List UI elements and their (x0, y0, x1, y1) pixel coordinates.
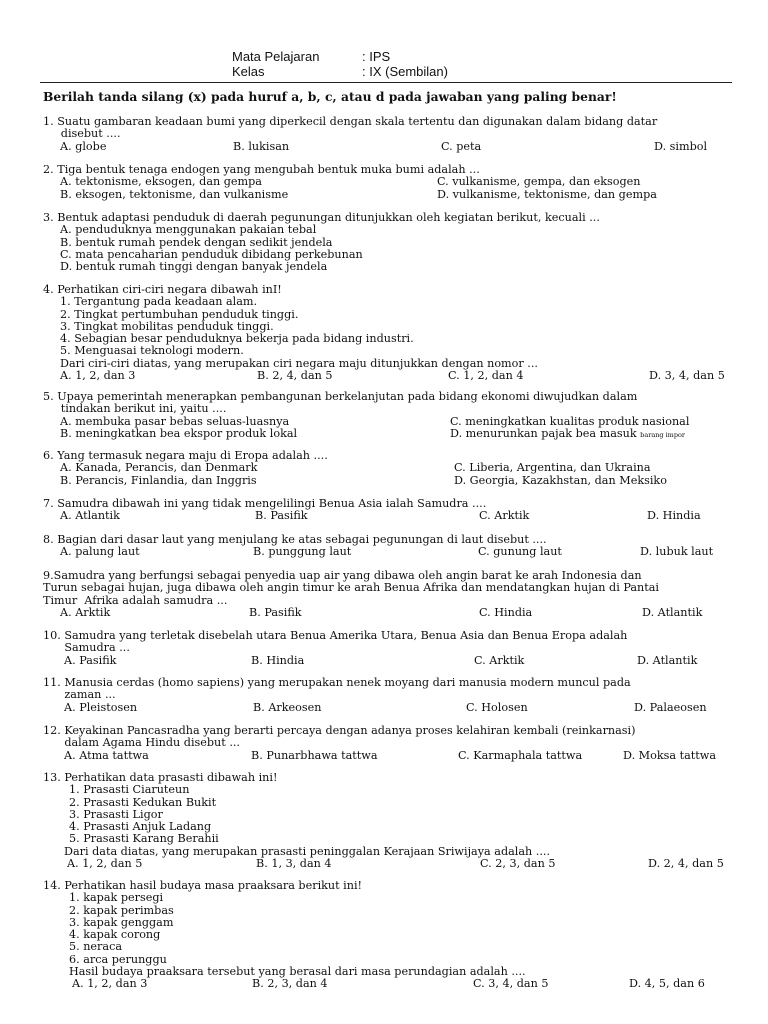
option-d[interactable]: D. 3, 4, dan 5 (649, 369, 725, 383)
question-4 (43, 284, 728, 382)
option-b[interactable]: B. Punarbhawa tattwa (251, 748, 378, 762)
list-item: 6. arca perunggu (69, 952, 167, 966)
question-text: 12. Keyakinan Pancasradha yang berarti percaya dengan adanya proses kelahiran kembali (reinkarnasi) dalam Agama Hindu disebut ... (43, 724, 636, 750)
list-item: 3. Tingkat mobilitas penduduk tinggi. (60, 319, 274, 333)
list-item: 4. Sebagian besar penduduknya bekerja pada bidang industri. (60, 332, 414, 346)
option-c[interactable]: C. 3, 4, dan 5 (473, 977, 549, 991)
option-b[interactable]: B. Arkeosen (253, 700, 322, 714)
question-5 (43, 391, 728, 441)
option-a[interactable]: A. Atma tattwa (64, 748, 149, 762)
question-text: 8. Bagian dari dasar laut yang menjulang ke atas sebagai pegunungan di laut disebut .... (43, 533, 547, 546)
option-c[interactable]: C. 1, 2, dan 4 (448, 369, 524, 383)
list-item: 1. kapak persegi (69, 891, 164, 905)
option-a[interactable]: A. Pasifik (64, 653, 117, 667)
question-text: 7. Samudra dibawah ini yang tidak mengelilingi Benua Asia ialah Samudra .... (43, 497, 487, 510)
option-c[interactable]: C. Liberia, Argentina, dan Ukraina (454, 461, 651, 475)
question-text: 11. Manusia cerdas (homo sapiens) yang merupakan nenek moyang dari manusia modern muncul pada zaman ... (43, 676, 631, 702)
inscriptions-list (69, 784, 728, 845)
option-c[interactable]: C. peta (441, 139, 482, 153)
option-c[interactable]: C. Arktik (474, 653, 525, 667)
answer-options (60, 176, 728, 201)
list-item: 2. kapak perimbas (69, 903, 174, 917)
answer-options (72, 978, 728, 990)
answer-options (60, 141, 728, 153)
list-item: 5. Prasasti Karang Berahii (69, 832, 219, 846)
subject-value: : IPS (362, 49, 391, 64)
option-c[interactable]: C. 2, 3, dan 5 (480, 857, 556, 871)
option-b[interactable]: B. 2, 4, dan 5 (257, 369, 333, 383)
question-prompt: Dari ciri-ciri diatas, yang merupakan ciri negara maju ditunjukkan dengan nomor ... (60, 356, 538, 370)
question-1 (43, 116, 728, 153)
answer-options (64, 702, 728, 714)
answer-options (60, 510, 728, 522)
question-prompt: Dari data diatas, yang merupakan prasasti peninggalan Kerajaan Sriwijaya adalah .... (64, 844, 551, 858)
option-d[interactable]: D. vulkanisme, tektonisme, dan gempa (437, 187, 657, 201)
option-b[interactable]: B. Hindia (251, 653, 305, 667)
option-a[interactable]: A. 1, 2, dan 3 (60, 369, 136, 383)
option-d[interactable]: D. lubuk laut (640, 545, 714, 559)
question-text: 14. Perhatikan hasil budaya masa praaksara berikut ini! (43, 879, 363, 892)
list-item: 4. kapak corong (69, 928, 161, 942)
answer-options (60, 546, 728, 558)
list-item: 3. kapak genggam (69, 915, 174, 929)
answer-options (60, 224, 728, 273)
question-8 (43, 534, 728, 559)
option-d[interactable]: D. simbol (654, 139, 708, 153)
option-b[interactable]: B. lukisan (233, 139, 290, 153)
subject-label: Mata Pelajaran (232, 49, 320, 64)
option-d-note: barang impor (640, 430, 686, 439)
option-d[interactable]: D. Hindia (647, 509, 701, 523)
question-12 (43, 725, 728, 762)
answer-options (60, 416, 728, 441)
question-text: 10. Samudra yang terletak disebelah utara Benua Amerika Utara, Benua Asia dan Benua Eropa adalah Samudra ... (43, 629, 628, 655)
option-a[interactable]: A. Atlantik (60, 509, 120, 523)
option-c[interactable]: C. mata pencaharian penduduk dibidang perkebunan (60, 247, 363, 261)
answer-options (67, 858, 728, 870)
option-c[interactable]: C. Hindia (479, 605, 533, 619)
option-d[interactable]: D. Palaeosen (634, 700, 707, 714)
class-value: : IX (Sembilan) (362, 63, 448, 79)
option-b[interactable]: B. 2, 3, dan 4 (252, 977, 328, 991)
option-b[interactable]: B. eksogen, tektonisme, dan vulkanisme (60, 187, 289, 201)
question-3 (43, 212, 728, 273)
list-item: 1. Tergantung pada keadaan alam. (60, 295, 258, 309)
question-14 (43, 880, 728, 991)
option-a[interactable]: A. globe (60, 139, 107, 153)
question-text: 4. Perhatikan ciri-ciri negara dibawah inI! (43, 283, 282, 296)
question-13 (43, 772, 728, 870)
list-item: 1. Prasasti Ciaruteun (69, 783, 190, 797)
option-d[interactable]: D. bentuk rumah tinggi dengan banyak jendela (60, 260, 328, 274)
option-b[interactable]: B. Perancis, Finlandia, dan Inggris (60, 473, 257, 487)
option-a[interactable]: A. penduduknya menggunakan pakaian tebal (60, 223, 317, 237)
answer-options (60, 370, 728, 382)
question-7 (43, 498, 728, 523)
option-c[interactable]: C. gunung laut (478, 545, 562, 559)
list-item: 5. Menguasai teknologi modern. (60, 344, 244, 358)
question-text: 9.Samudra yang berfungsi sebagai penyedia uap air yang dibawa oleh angin barat ke arah Indonesia dan Turun sebagai hujan, juga dibawa oleh angin timur ke arah Benua Afrika dan mendatangkan hujan di Pantai Timur Afrika adalah samudra ... (43, 569, 659, 607)
option-c[interactable]: C. Karmaphala tattwa (458, 748, 583, 762)
question-6 (43, 450, 728, 487)
question-text: 3. Bentuk adaptasi penduduk di daerah pegunungan ditunjukkan oleh kegiatan berikut, kecuali ... (43, 211, 600, 224)
option-c[interactable]: C. Holosen (466, 700, 528, 714)
question-11 (43, 677, 728, 714)
list-item: 3. Prasasti Ligor (69, 807, 163, 821)
option-a[interactable]: A. 1, 2, dan 3 (72, 977, 148, 991)
list-item: 2. Prasasti Kedukan Bukit (69, 795, 217, 809)
option-a[interactable]: A. 1, 2, dan 5 (67, 857, 143, 871)
class-label: Kelas (232, 63, 265, 79)
question-text: 13. Perhatikan data prasasti dibawah ini! (43, 771, 278, 784)
artifacts-list (69, 892, 728, 966)
question-10 (43, 630, 728, 667)
answer-options (64, 655, 728, 667)
question-9 (43, 570, 728, 619)
option-a[interactable]: A. Arktik (60, 605, 111, 619)
option-d[interactable]: D. Moksa tattwa (623, 748, 717, 762)
option-b[interactable]: B. meningkatkan bea ekspor produk lokal (60, 426, 298, 440)
answer-options (60, 607, 728, 619)
option-b[interactable]: B. 1, 3, dan 4 (256, 857, 332, 871)
question-text: 6. Yang termasuk negara maju di Eropa adalah .... (43, 449, 328, 462)
option-c[interactable]: C. Arktik (479, 509, 530, 523)
instruction-text: Berilah tanda silang (x) pada huruf a, b, c, atau d pada jawaban yang paling benar! (43, 89, 617, 104)
option-b[interactable]: B. Pasifik (255, 509, 308, 523)
option-a[interactable]: A. membuka pasar bebas seluas-luasnya (60, 414, 290, 428)
option-a[interactable]: A. palung laut (60, 545, 140, 559)
list-item: 4. Prasasti Anjuk Ladang (69, 820, 212, 834)
list-item: 2. Tingkat pertumbuhan penduduk tinggi. (60, 307, 299, 321)
option-b[interactable]: B. punggung laut (253, 545, 352, 559)
answer-options (64, 750, 728, 762)
option-d-text: D. menurunkan pajak bea masuk (450, 426, 637, 440)
option-d[interactable]: D. 2, 4, dan 5 (648, 857, 724, 871)
option-d[interactable]: D. 4, 5, dan 6 (629, 977, 705, 991)
question-text: 1. Suatu gambaran keadaan bumi yang diperkecil dengan skala tertentu dan digunakan dalam bidang datar disebut .... (43, 115, 658, 141)
question-text: 2. Tiga bentuk tenaga endogen yang mengubah bentuk muka bumi adalah ... (43, 163, 480, 176)
option-a[interactable]: A. tektonisme, eksogen, dan gempa (60, 175, 262, 189)
option-c[interactable]: C. meningkatkan kualitas produk nasional (450, 414, 690, 428)
option-d[interactable]: D. Georgia, Kazakhstan, dan Meksiko (454, 473, 667, 487)
question-prompt: Hasil budaya praaksara tersebut yang berasal dari masa perundagian adalah .... (69, 965, 526, 979)
option-c[interactable]: C. vulkanisme, gempa, dan eksogen (437, 175, 641, 189)
option-b[interactable]: B. Pasifik (249, 605, 302, 619)
option-d[interactable]: D. Atlantik (637, 653, 698, 667)
exam-header (232, 50, 448, 79)
characteristics-list (60, 296, 728, 370)
question-text: 5. Upaya pemerintah menerapkan pembangunan berkelanjutan pada bidang ekonomi diwujudkan dalam tindakan berikut ini, yaitu .... (43, 390, 638, 416)
option-b[interactable]: B. bentuk rumah pendek dengan sedikit jendela (60, 235, 333, 249)
list-item: 5. neraca (69, 940, 123, 954)
option-d[interactable] (450, 428, 685, 441)
option-d[interactable]: D. Atlantik (642, 605, 703, 619)
option-a[interactable]: A. Kanada, Perancis, dan Denmark (60, 461, 258, 475)
question-2 (43, 164, 728, 201)
header-divider (40, 82, 732, 83)
option-a[interactable]: A. Pleistosen (64, 700, 138, 714)
answer-options (60, 462, 728, 487)
